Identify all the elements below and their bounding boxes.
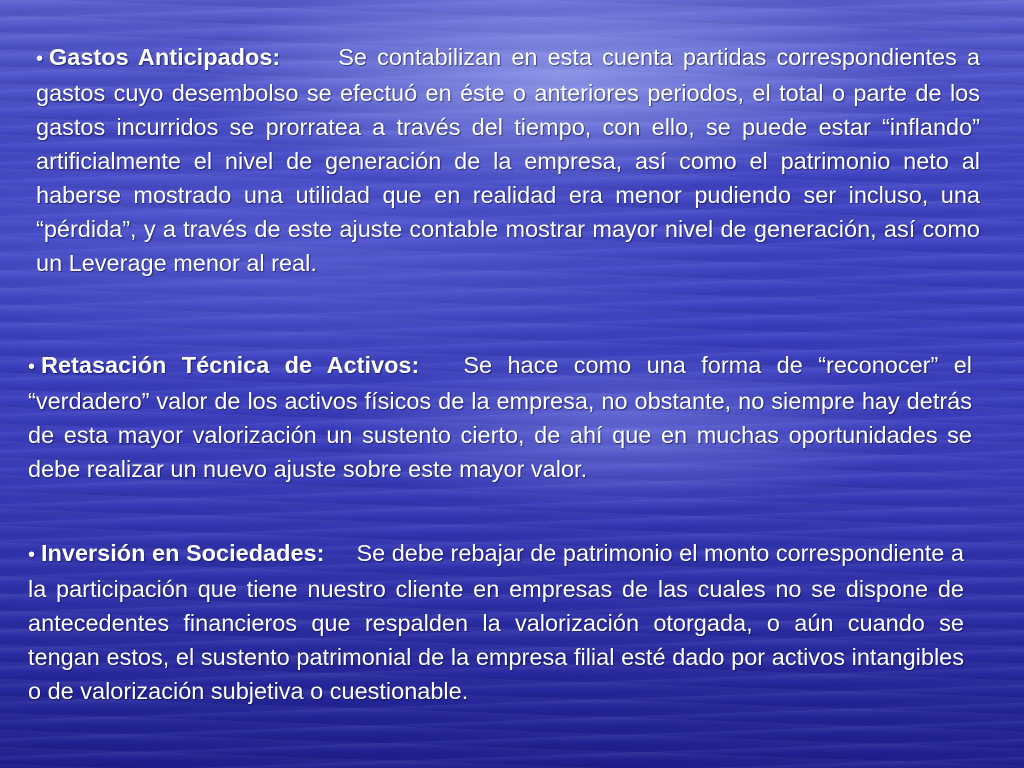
term-heading: Gastos Anticipados: — [49, 44, 281, 70]
bullet-icon: • — [28, 544, 36, 566]
bullet-paragraph-inversion-sociedades — [28, 536, 964, 708]
bullet-paragraph-gastos-anticipados — [36, 40, 980, 280]
bullet-paragraph-retasacion-tecnica — [28, 348, 972, 486]
bullet-icon: • — [36, 48, 44, 70]
term-description: Se debe rebajar de patrimonio el monto correspondiente a la participación que tiene nuestro cliente en empresas de las cuales no se dispone de antecedentes financieros que respalden la valorización otorgada, o aún cuando se tengan estos, el sustento patrimonial de la empresa filial esté dado por activos intangibles o de valorización subjetiva o cuestionable. — [28, 540, 964, 704]
bullet-icon: • — [28, 356, 36, 378]
term-description: Se contabilizan en esta cuenta partidas correspondientes a gastos cuyo desembolso se efectuó en éste o anteriores periodos, el total o parte de los gastos incurridos se prorratea a través del tiempo, con ello, se puede estar “inflando” artificialmente el nivel de generación de la empresa, así como el patrimonio neto al haberse mostrado una utilidad que en realidad era menor pudiendo ser incluso, una “pérdida”, y a través de este ajuste contable mostrar mayor nivel de generación, así como un Leverage menor al real. — [36, 44, 981, 276]
term-heading: Inversión en Sociedades: — [41, 540, 325, 566]
term-description: Se hace como una forma de “reconocer” el “verdadero” valor de los activos físicos de la empresa, no obstante, no siempre hay detrás de esta mayor valorización un sustento cierto, de ahí que en muchas oportunidades se debe realizar un nuevo ajuste sobre este mayor valor. — [28, 352, 972, 482]
term-heading: Retasación Técnica de Activos: — [41, 352, 420, 378]
